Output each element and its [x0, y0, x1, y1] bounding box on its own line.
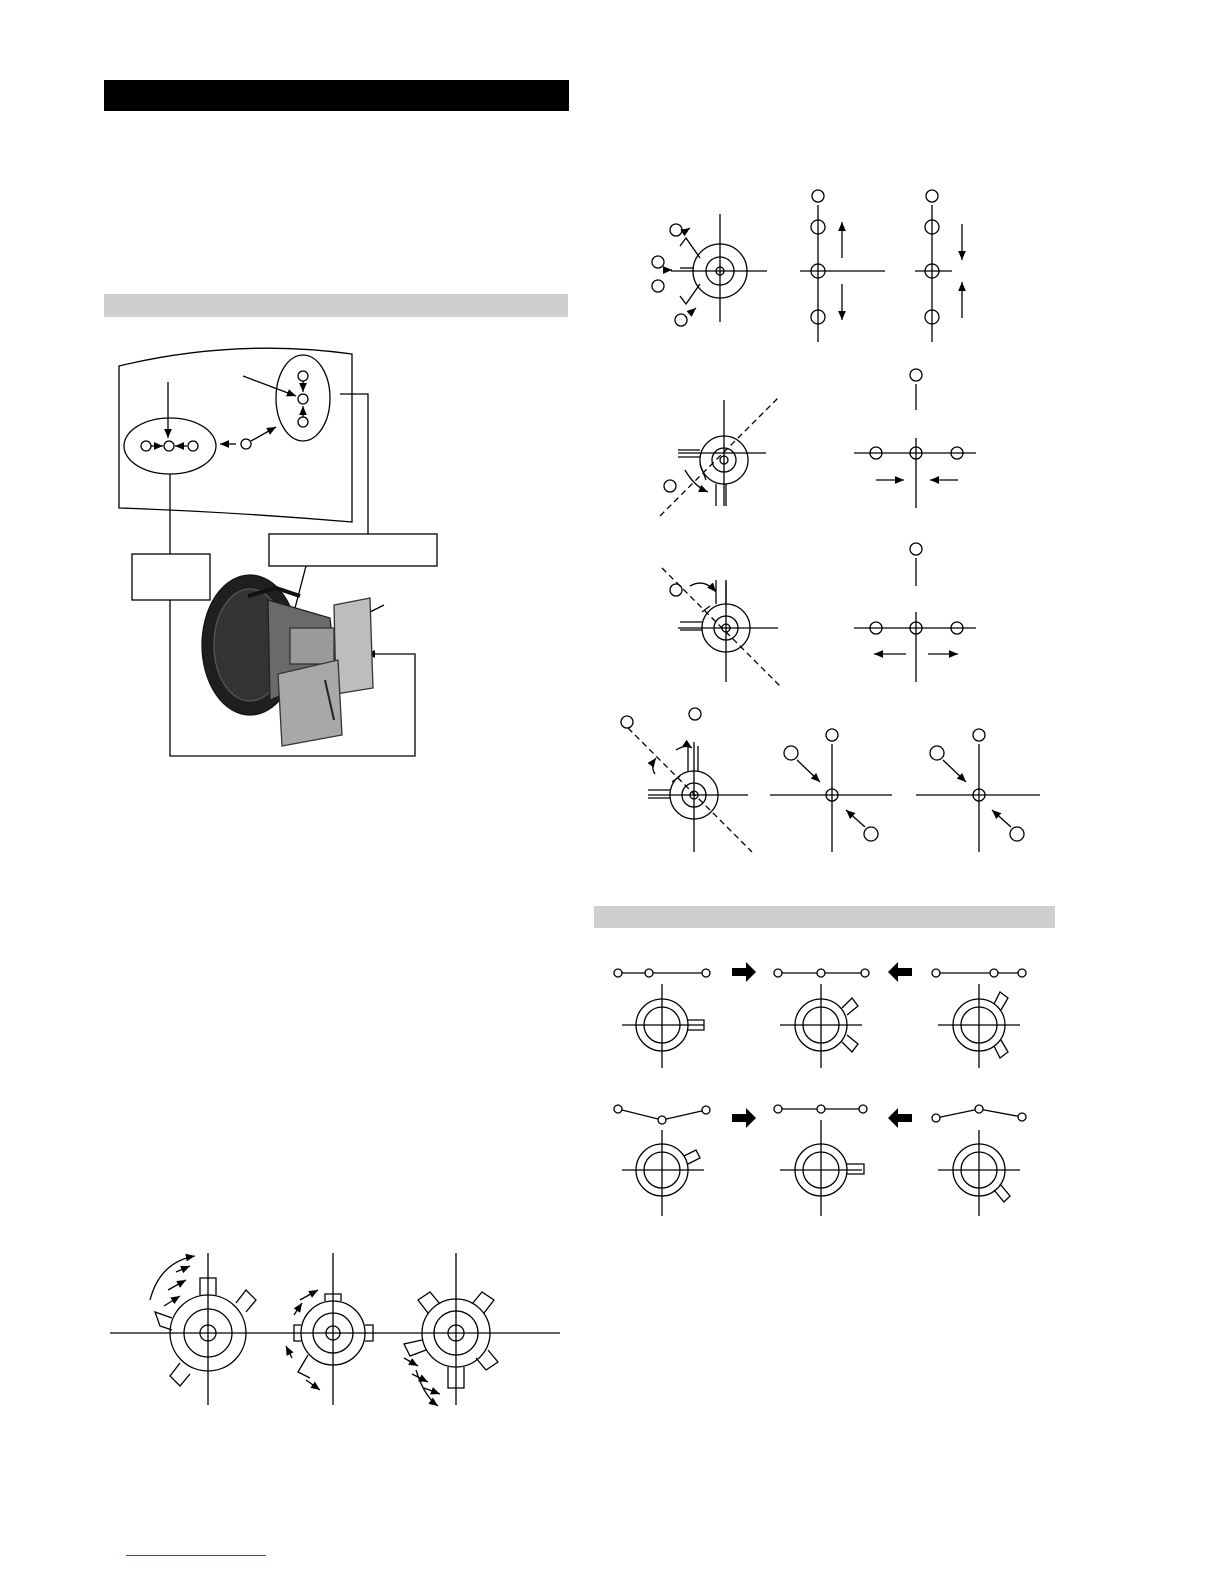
yoke-tilt-row-2 [614, 1105, 1026, 1216]
magnet-adjust-row-4 [621, 708, 1040, 852]
yoke-tab-diagram-1 [110, 1253, 560, 1405]
arrow-left-icon [888, 962, 912, 982]
yoke-tab-diagram-3 [404, 1253, 498, 1406]
arrow-right-icon [732, 1108, 756, 1128]
arrow-left-icon [888, 1108, 912, 1128]
arrow-right-icon [732, 962, 756, 982]
magnet-adjust-row-2 [660, 369, 976, 516]
crt-assembly-photo [202, 575, 373, 746]
magnet-adjust-row-1 [652, 190, 962, 342]
magnet-adjust-row-3 [662, 543, 976, 686]
yoke-tilt-row-1 [614, 969, 1026, 1068]
yoke-tab-diagram-2 [286, 1253, 373, 1405]
